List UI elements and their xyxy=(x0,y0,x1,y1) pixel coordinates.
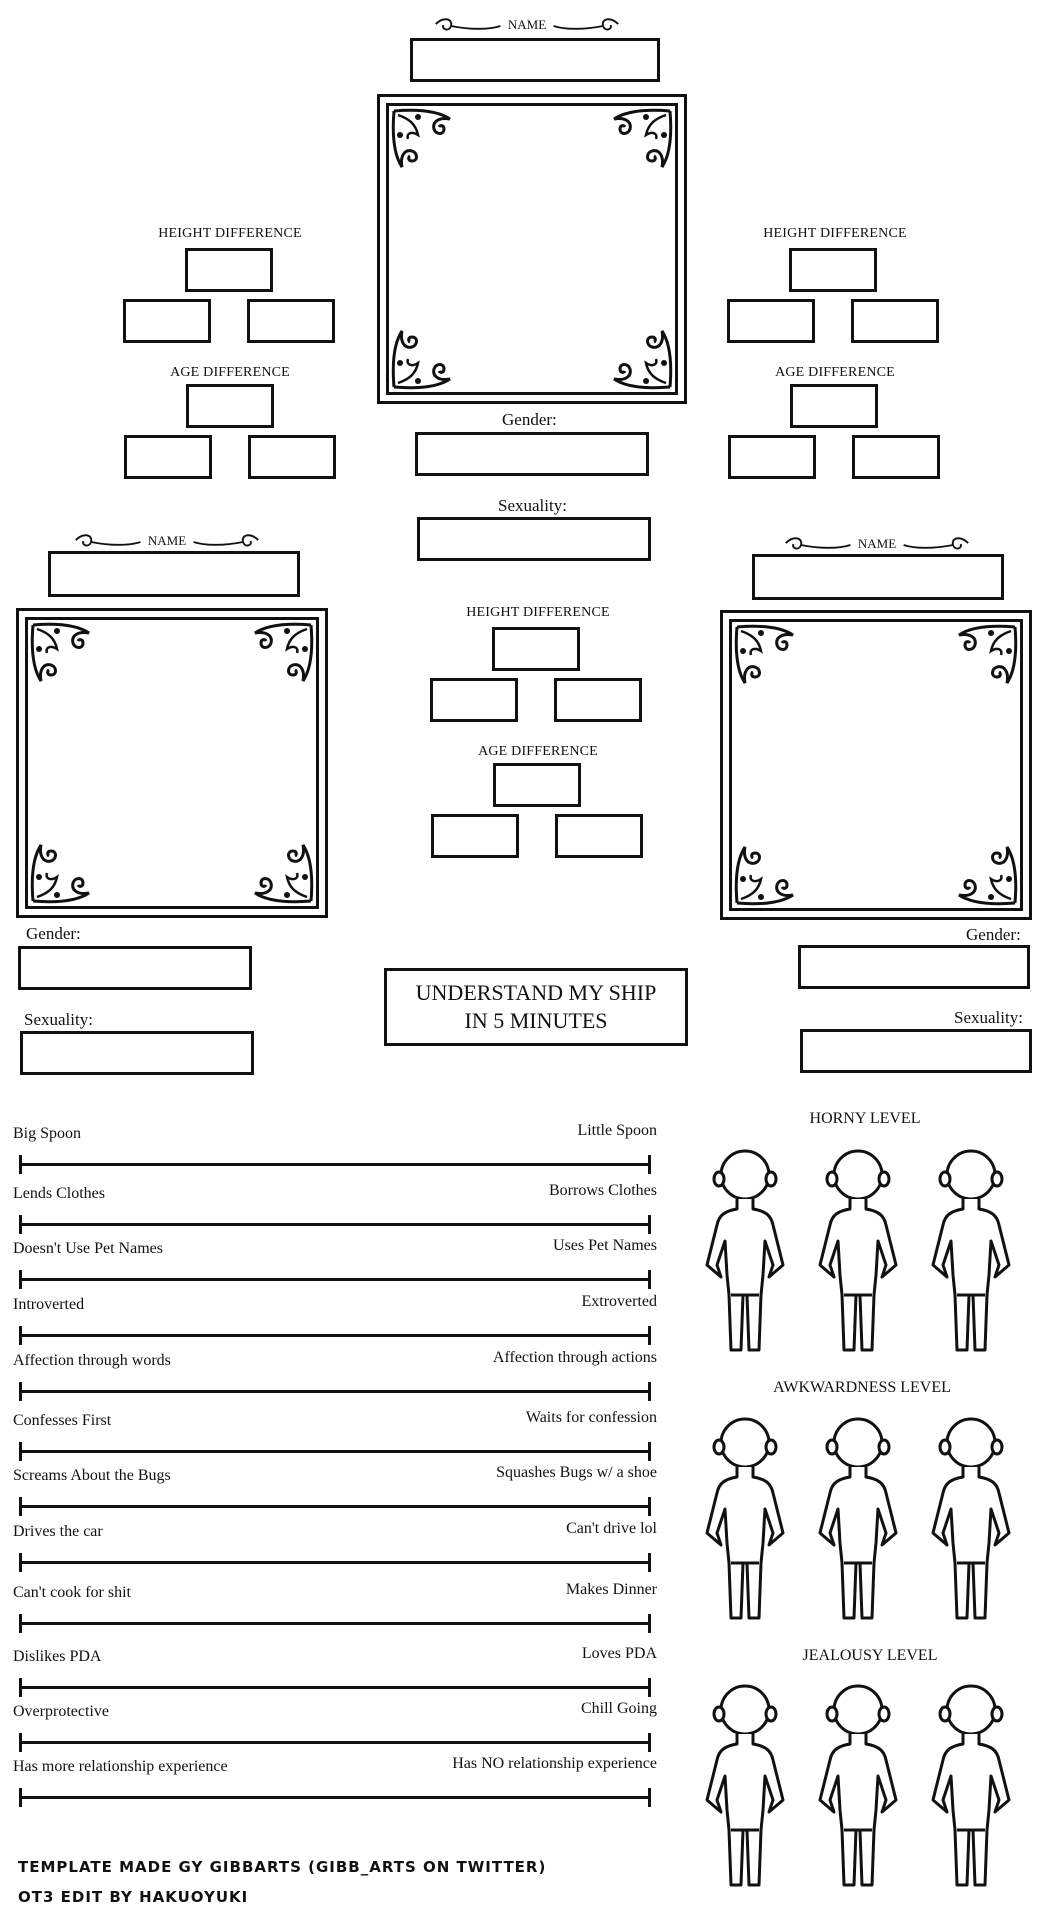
right-age-b-field[interactable] xyxy=(852,435,940,479)
center-height-b-field[interactable] xyxy=(554,678,642,722)
left-sexuality-label: Sexuality: xyxy=(24,1010,93,1029)
scale-right-label: Has NO relationship experience xyxy=(452,1755,657,1772)
scale-slider-track[interactable] xyxy=(19,1334,651,1337)
left-height-center-field[interactable] xyxy=(185,248,273,292)
scale-right-label: Chill Going xyxy=(580,1700,657,1717)
right-age-difference-label: AGE DIFFERENCE xyxy=(775,365,895,380)
center-age-difference-label: AGE DIFFERENCE xyxy=(478,744,598,759)
scale-left-label: Confesses First xyxy=(13,1412,112,1429)
ship-title-line1: UNDERSTAND MY SHIP xyxy=(415,980,657,1005)
right-gender-label: Gender: xyxy=(966,925,1021,944)
horny-figure-1[interactable] xyxy=(695,1145,795,1360)
scale-left-label: Doesn't Use Pet Names xyxy=(13,1240,163,1257)
corner-swirl-icon xyxy=(247,837,317,907)
scale-left-label: Introverted xyxy=(13,1296,85,1313)
right-name-label: NAME xyxy=(857,536,897,551)
center-height-a-field[interactable] xyxy=(430,678,518,722)
scale-slider-track[interactable] xyxy=(19,1390,651,1393)
center-age-b-field[interactable] xyxy=(555,814,643,858)
scale-left-label: Dislikes PDA xyxy=(13,1648,102,1665)
person-figure-icon xyxy=(695,1680,795,1895)
ship-title-box xyxy=(384,968,688,1046)
ship-title-line2: IN 5 MINUTES xyxy=(464,1008,608,1033)
scale-slider-track[interactable] xyxy=(19,1163,651,1166)
left-name-field[interactable] xyxy=(48,551,300,597)
awkwardness-figure-3[interactable] xyxy=(921,1413,1021,1628)
scale-right-label: Uses Pet Names xyxy=(553,1237,657,1254)
right-name-field[interactable] xyxy=(752,554,1004,600)
corner-swirl-icon xyxy=(247,619,317,689)
scale-slider-track[interactable] xyxy=(19,1686,651,1689)
left-age-a-field[interactable] xyxy=(124,435,212,479)
center-height-center-field[interactable] xyxy=(492,627,580,671)
scale-right-label: Squashes Bugs w/ a shoe xyxy=(496,1464,657,1481)
scale-right-label: Waits for confession xyxy=(525,1409,657,1426)
top-name-field[interactable] xyxy=(410,38,660,82)
scale-slider-track[interactable] xyxy=(19,1741,651,1744)
right-height-difference-label: HEIGHT DIFFERENCE xyxy=(763,226,907,241)
awkwardness-level-title: AWKWARDNESS LEVEL xyxy=(773,1379,951,1396)
top-gender-label: Gender: xyxy=(502,410,557,429)
scale-left-label: Drives the car xyxy=(13,1523,103,1540)
horny-level-title: HORNY LEVEL xyxy=(809,1110,921,1127)
person-figure-icon xyxy=(921,1145,1021,1360)
left-height-b-field[interactable] xyxy=(247,299,335,343)
right-sexuality-label: Sexuality: xyxy=(954,1008,1023,1027)
scale-slider-track[interactable] xyxy=(19,1505,651,1508)
person-figure-icon xyxy=(808,1413,908,1628)
person-figure-icon xyxy=(695,1413,795,1628)
right-gender-field[interactable] xyxy=(798,945,1030,989)
jealousy-level-title: JEALOUSY LEVEL xyxy=(802,1647,938,1664)
scale-right-label: Can't drive lol xyxy=(566,1520,657,1537)
right-height-a-field[interactable] xyxy=(727,299,815,343)
scale-slider-track[interactable] xyxy=(19,1223,651,1226)
right-sexuality-field[interactable] xyxy=(800,1029,1032,1073)
person-figure-icon xyxy=(921,1413,1021,1628)
scale-slider-track[interactable] xyxy=(19,1561,651,1564)
top-name-heading xyxy=(432,14,622,38)
left-gender-label: Gender: xyxy=(26,924,81,943)
corner-swirl-icon xyxy=(27,837,97,907)
top-sexuality-label: Sexuality: xyxy=(498,496,567,515)
left-gender-field[interactable] xyxy=(18,946,252,990)
scale-right-label: Extroverted xyxy=(581,1293,657,1310)
center-height-difference-label: HEIGHT DIFFERENCE xyxy=(466,605,610,620)
left-height-a-field[interactable] xyxy=(123,299,211,343)
corner-swirl-icon xyxy=(951,621,1021,691)
scale-slider-track[interactable] xyxy=(19,1278,651,1281)
center-age-a-field[interactable] xyxy=(431,814,519,858)
jealousy-figure-2[interactable] xyxy=(808,1680,908,1895)
corner-swirl-icon xyxy=(731,839,801,909)
awkwardness-figure-2[interactable] xyxy=(808,1413,908,1628)
horny-figure-3[interactable] xyxy=(921,1145,1021,1360)
scale-slider-track[interactable] xyxy=(19,1450,651,1453)
top-name-label: NAME xyxy=(507,17,547,32)
left-name-label: NAME xyxy=(147,533,187,548)
person-figure-icon xyxy=(695,1145,795,1360)
scale-right-label: Borrows Clothes xyxy=(549,1182,657,1199)
credit-template: TEMPLATE MADE GY GIBBARTS (GIBB_ARTS ON TWITTER) xyxy=(18,1858,547,1876)
scale-slider-track[interactable] xyxy=(19,1796,651,1799)
scale-right-label: Makes Dinner xyxy=(565,1581,657,1598)
jealousy-figure-1[interactable] xyxy=(695,1680,795,1895)
right-age-a-field[interactable] xyxy=(728,435,816,479)
corner-swirl-icon xyxy=(388,323,458,393)
left-portrait-frame[interactable] xyxy=(16,608,328,918)
left-age-b-field[interactable] xyxy=(248,435,336,479)
scale-right-label: Affection through actions xyxy=(492,1349,657,1366)
scale-slider-track[interactable] xyxy=(19,1622,651,1625)
person-figure-icon xyxy=(921,1680,1021,1895)
left-age-center-field[interactable] xyxy=(186,384,274,428)
scale-left-label: Lends Clothes xyxy=(13,1185,105,1202)
scale-right-label: Little Spoon xyxy=(577,1122,657,1139)
credit-edit: OT3 EDIT BY HAKUOYUKI xyxy=(18,1888,249,1906)
person-figure-icon xyxy=(808,1145,908,1360)
right-height-center-field[interactable] xyxy=(789,248,877,292)
center-age-center-field[interactable] xyxy=(493,763,581,807)
corner-swirl-icon xyxy=(951,839,1021,909)
person-figure-icon xyxy=(808,1680,908,1895)
corner-swirl-icon xyxy=(606,105,676,175)
scale-left-label: Screams About the Bugs xyxy=(13,1467,171,1484)
corner-swirl-icon xyxy=(388,105,458,175)
right-height-b-field[interactable] xyxy=(851,299,939,343)
left-age-difference-label: AGE DIFFERENCE xyxy=(170,365,290,380)
corner-swirl-icon xyxy=(27,619,97,689)
top-portrait-frame[interactable] xyxy=(377,94,687,404)
left-height-difference-label: HEIGHT DIFFERENCE xyxy=(158,226,302,241)
top-gender-field[interactable] xyxy=(415,432,649,476)
right-portrait-frame[interactable] xyxy=(720,610,1032,920)
horny-figure-2[interactable] xyxy=(808,1145,908,1360)
scale-left-label: Can't cook for shit xyxy=(13,1584,131,1601)
corner-swirl-icon xyxy=(731,621,801,691)
scale-right-label: Loves PDA xyxy=(581,1645,657,1662)
top-sexuality-field[interactable] xyxy=(417,517,651,561)
scale-left-label: Has more relationship experience xyxy=(13,1758,228,1775)
jealousy-figure-3[interactable] xyxy=(921,1680,1021,1895)
scale-left-label: Big Spoon xyxy=(13,1125,82,1142)
awkwardness-figure-1[interactable] xyxy=(695,1413,795,1628)
scale-left-label: Overprotective xyxy=(13,1703,109,1720)
right-age-center-field[interactable] xyxy=(790,384,878,428)
left-sexuality-field[interactable] xyxy=(20,1031,254,1075)
scale-left-label: Affection through words xyxy=(13,1352,171,1369)
corner-swirl-icon xyxy=(606,323,676,393)
